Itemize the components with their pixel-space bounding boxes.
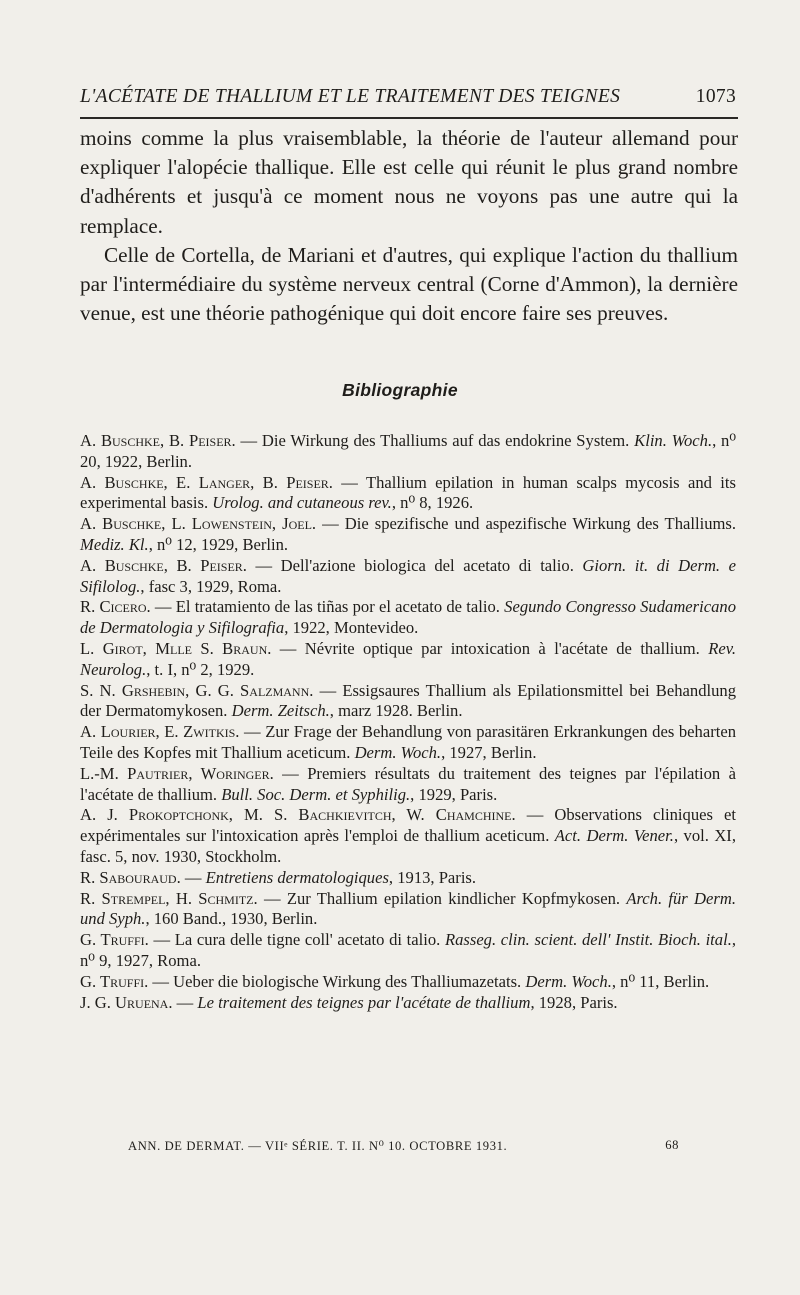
entry-details: , 1928, Paris. bbox=[530, 992, 618, 1012]
body-text bbox=[80, 124, 738, 328]
entry-authors: G. Truffi. bbox=[80, 930, 149, 950]
entry-authors: A. Buschke, B. Peiser. bbox=[80, 555, 247, 575]
bibliography-entry bbox=[80, 556, 736, 598]
entry-details: , vol. XI, fasc. 5, nov. 1930, Stockholm. bbox=[80, 826, 736, 866]
entry-title: — Thallium epilation in human scalps mycosis and its experimental basis. bbox=[80, 472, 736, 513]
entry-title: — Die spezifische und aspezifische Wirkung des Thalliums. bbox=[316, 514, 736, 534]
entry-journal: Derm. Woch. bbox=[525, 971, 612, 991]
entry-details: , 1927, Berlin. bbox=[441, 742, 537, 762]
entry-journal: Mediz. Kl. bbox=[80, 534, 149, 554]
running-title: L'ACÉTATE DE THALLIUM ET LE TRAITEMENT DES TEIGNES bbox=[80, 86, 621, 107]
entry-title: — bbox=[180, 867, 206, 887]
entry-authors: A. Buschke, B. Peiser. bbox=[80, 431, 236, 450]
entry-title: — Premiers résultats du traitement des teignes par l'épilation à l'acétate de thallium. bbox=[80, 763, 736, 804]
entry-authors: A. J. Prokoptchonk, M. S. Bachkievitch, W. Chamchine. bbox=[80, 805, 516, 825]
bibliography-entry bbox=[80, 868, 736, 889]
entry-journal: Derm. Woch. bbox=[354, 742, 442, 762]
bibliography-entry bbox=[80, 681, 736, 723]
entry-details: , 160 Band., 1930, Berlin. bbox=[145, 909, 318, 929]
entry-title: — El tratamiento de las tiñas por el acetato de talio. bbox=[150, 597, 505, 617]
bibliography-entry bbox=[80, 431, 736, 473]
header-rule bbox=[80, 117, 738, 119]
entry-journal: Derm. Zeitsch. bbox=[231, 701, 330, 721]
entry-title: — bbox=[172, 992, 198, 1012]
bibliography-entry bbox=[80, 639, 736, 681]
entry-details: , n⁰ 20, 1922, Berlin. bbox=[80, 431, 736, 471]
running-header bbox=[80, 86, 736, 108]
bibliography-entry bbox=[80, 514, 736, 556]
entry-journal: Bull. Soc. Derm. et Syphilig. bbox=[221, 784, 411, 804]
entry-details: , n⁰ 9, 1927, Roma. bbox=[80, 930, 736, 970]
sheet-number: 68 bbox=[665, 1138, 679, 1152]
entry-authors: S. N. Grshebin, G. G. Salzmann. bbox=[80, 680, 314, 700]
bibliography-list bbox=[80, 431, 736, 1013]
entry-title: — Dell'azione biologica del acetato di talio. bbox=[246, 555, 583, 575]
entry-details: , fasc 3, 1929, Roma. bbox=[140, 576, 282, 596]
entry-authors: R. Cicero. bbox=[80, 597, 151, 617]
bibliography-entry bbox=[80, 993, 736, 1014]
bibliography-entry bbox=[80, 722, 736, 764]
page-number: 1073 bbox=[695, 86, 736, 107]
entry-authors: L.-M. Pautrier, Woringer. bbox=[80, 763, 274, 783]
entry-details: , 1929, Paris. bbox=[410, 784, 498, 804]
entry-title: — Névrite optique par intoxication à l'acétate de thallium. bbox=[271, 638, 709, 658]
entry-journal: Urolog. and cutaneous rev. bbox=[212, 493, 392, 513]
entry-title: — La cura delle tigne coll' acetato di talio. bbox=[148, 930, 445, 950]
bibliography-heading: Bibliographie bbox=[342, 380, 458, 400]
entry-authors: A. Lourier, E. Zwitkis. bbox=[80, 722, 240, 742]
entry-title: — Observations cliniques et expérimentales sur l'intoxication après l'emploi de thallium aceticum. bbox=[80, 805, 736, 846]
paragraph: moins comme la plus vraisemblable, la théorie de l'auteur allemand pour expliquer l'alopécie thallique. Elle est celle qui réunit le plus grand nombre d'adhérents et jusqu'à ce moment nous ne voyons pas une autre qui la remplace. bbox=[80, 126, 738, 238]
footer-citation: ANN. DE DERMAT. — VIIᵉ SÉRIE. T. II. N⁰ 10. OCTOBRE 1931. bbox=[128, 1139, 508, 1153]
entry-title: — Essigsaures Thallium als Epilationsmittel bei Behandlung der Dermatomykosen. bbox=[80, 680, 736, 721]
bibliography-entry bbox=[80, 764, 736, 806]
entry-details: , 1913, Paris. bbox=[388, 867, 477, 887]
entry-journal: Rasseg. clin. scient. dell' Instit. Bioch. ital. bbox=[444, 930, 732, 950]
paragraph: Celle de Cortella, de Mariani et d'autres, qui explique l'action du thallium par l'intermédiaire du système nerveux central (Corne d'Ammon), la dernière venue, est une théorie pathogénique qui doit encore faire ses preuves. bbox=[80, 242, 738, 326]
bibliography-entry bbox=[80, 597, 736, 639]
bibliography-entry bbox=[80, 805, 736, 867]
entry-authors: G. Truffi. bbox=[80, 971, 149, 991]
entry-authors: L. Girot, Mlle S. Braun. bbox=[80, 638, 272, 658]
entry-title: — Die Wirkung des Thalliums auf das endokrine System. bbox=[235, 431, 635, 450]
entry-authors: J. G. Uruena. bbox=[80, 992, 173, 1012]
entry-details: , t. I, n⁰ 2, 1929. bbox=[146, 659, 255, 679]
entry-title: — Zur Thallium epilation kindlicher Kopfmykosen. bbox=[257, 888, 627, 908]
entry-authors: A. Buschke, E. Langer, B. Peiser. bbox=[80, 472, 333, 492]
entry-authors: R. Sabouraud. bbox=[80, 867, 181, 887]
bibliography-entry bbox=[80, 889, 736, 931]
entry-journal: Klin. Woch. bbox=[634, 431, 713, 450]
entry-journal: Arch. für Derm. und Syph. bbox=[80, 888, 736, 929]
entry-details: , marz 1928. Berlin. bbox=[329, 701, 463, 721]
bibliography-entry bbox=[80, 473, 736, 515]
bibliography-entry bbox=[80, 930, 736, 972]
entry-authors: R. Strempel, H. Schmitz. bbox=[80, 888, 258, 908]
entry-journal: Segundo Congresso Sudamericano de Dermatologia y Sifilografia bbox=[80, 597, 736, 638]
entry-journal: Act. Derm. Vener. bbox=[554, 826, 674, 846]
entry-journal: Le traitement des teignes par l'acétate de thallium bbox=[197, 992, 531, 1012]
entry-title: — Ueber die biologische Wirkung des Thalliumazetats. bbox=[148, 971, 526, 991]
entry-journal: Rev. Neurolog. bbox=[80, 638, 736, 679]
entry-authors: A. Buschke, L. Lowenstein, Joel. bbox=[80, 514, 317, 534]
entry-title: — Zur Frage der Behandlung von parasitären Erkrankungen des beharten Teile des Kopfes mit Thallium aceticum. bbox=[80, 722, 737, 762]
page-footer bbox=[128, 1138, 679, 1154]
entry-details: , n⁰ 12, 1929, Berlin. bbox=[148, 534, 289, 554]
entry-journal: Entretiens dermatologiques bbox=[205, 867, 389, 887]
entry-details: , n⁰ 8, 1926. bbox=[391, 493, 474, 513]
bibliography-entry bbox=[80, 972, 736, 993]
entry-journal: Giorn. it. di Derm. e Sifilolog. bbox=[80, 555, 737, 596]
entry-details: , n⁰ 11, Berlin. bbox=[611, 971, 710, 991]
entry-details: , 1922, Montevideo. bbox=[284, 618, 419, 638]
